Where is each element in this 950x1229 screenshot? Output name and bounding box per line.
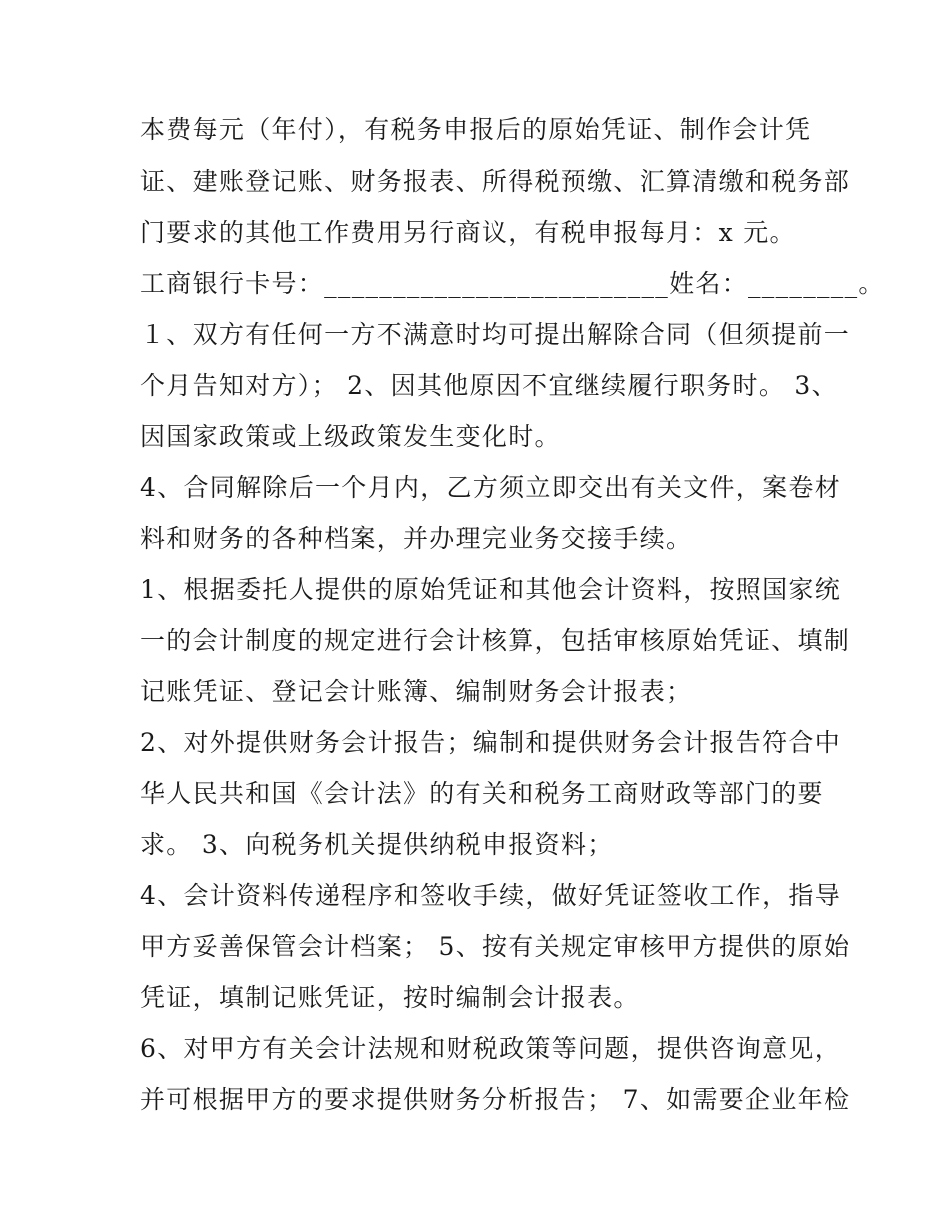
text-line: 1、根据委托人提供的原始凭证和其他会计资料，按照国家统 xyxy=(140,575,842,604)
text-line: 证、建账登记账、财务报表、所得税预缴、汇算清缴和税务部 xyxy=(140,167,851,196)
text-line: １、双方有任何一方不满意时均可提出解除合同（但须提前一 xyxy=(140,320,851,349)
text-line: 因国家政策或上级政策发生变化时。 xyxy=(140,422,561,451)
text-line: 记账凭证、登记会计账簿、编制财务会计报表； xyxy=(140,677,693,706)
text-line: 门要求的其他工作费用另行商议，有税申报每月：x 元。 xyxy=(140,218,796,247)
text-line: 4、合同解除后一个月内，乙方须立即交出有关文件，案卷材 xyxy=(140,473,842,502)
text-line: 华人民共和国《会计法》的有关和税务工商财政等部门的要 xyxy=(140,779,824,808)
text-line: 凭证，填制记账凭证，按时编制会计报表。 xyxy=(140,983,640,1012)
text-line: 料和财务的各种档案，并办理完业务交接手续。 xyxy=(140,524,693,553)
text-line: 个月告知对方）； 2、因其他原因不宜继续履行职务时。 3、 xyxy=(140,371,838,400)
text-line: 工商银行卡号：_________________________姓名：________。 xyxy=(140,269,885,298)
text-line: 甲方妥善保管会计档案； 5、按有关规定审核甲方提供的原始 xyxy=(140,932,851,961)
text-line: 本费每元（年付），有税务申报后的原始凭证、制作会计凭 xyxy=(140,115,812,144)
text-line: 一的会计制度的规定进行会计核算，包括审核原始凭证、填制 xyxy=(140,626,851,655)
text-line: 6、对甲方有关会计法规和财税政策等问题，提供咨询意见， xyxy=(140,1034,842,1063)
text-line: 并可根据甲方的要求提供财务分析报告； 7、如需要企业年检 xyxy=(140,1085,851,1114)
text-line: 2、对外提供财务会计报告；编制和提供财务会计报告符合中 xyxy=(140,728,842,757)
text-line: 求。 3、向税务机关提供纳税申报资料； xyxy=(140,830,614,859)
text-line: 4、会计资料传递程序和签收手续，做好凭证签收工作，指导 xyxy=(140,881,842,910)
